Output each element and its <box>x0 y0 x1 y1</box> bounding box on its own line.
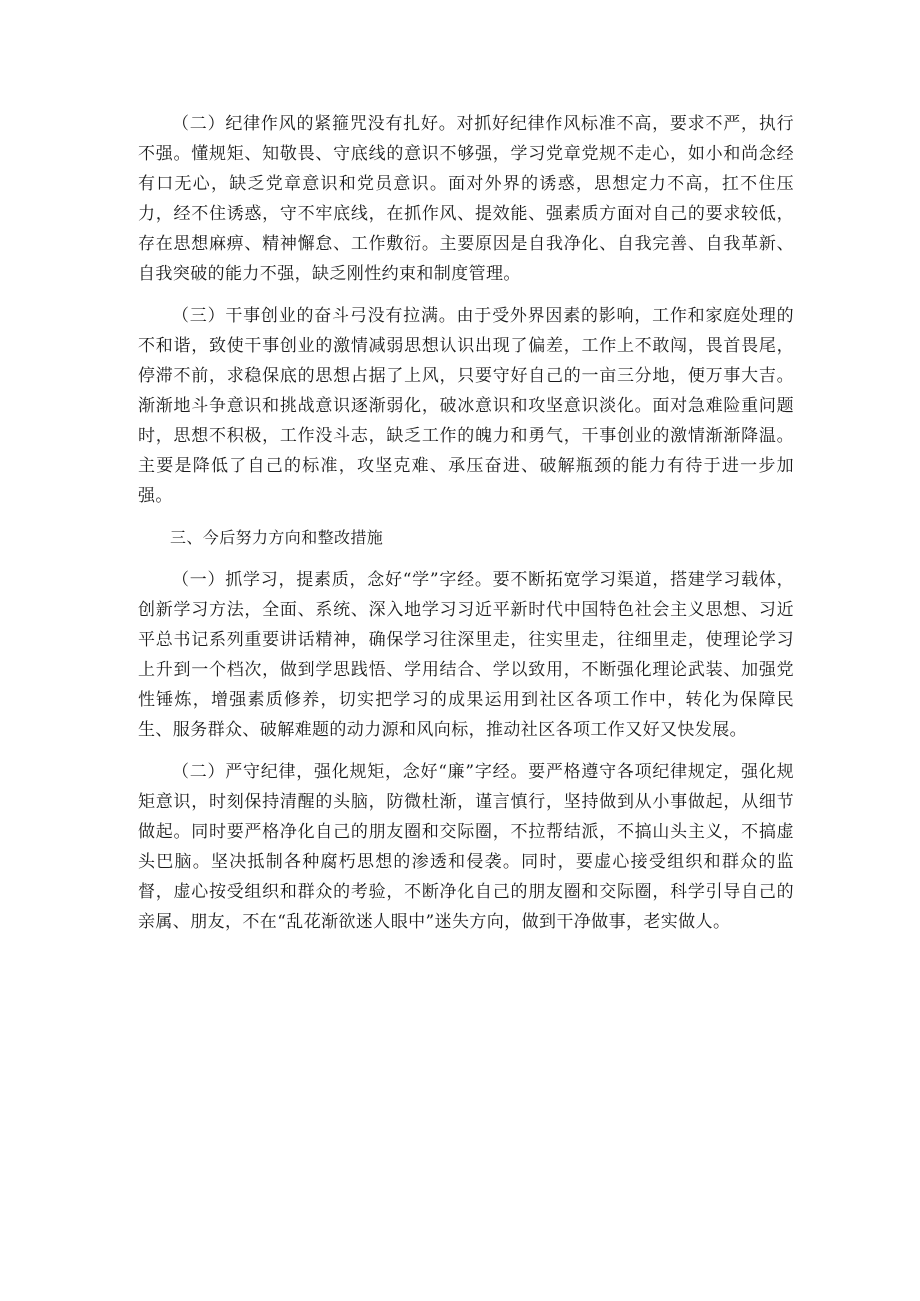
paragraph-discipline-style: （二）纪律作风的紧箍咒没有扎好。对抓好纪律作风标准不高，要求不严，执行不强。懂规矩、知敬畏、守底线的意识不够强，学习党章党规不走心，如小和尚念经有口无心，缺乏党章意识和党员意识。面对外界的诱惑，思想定力不高，扛不住压力，经不住诱惑，守不牢底线，在抓作风、提效能、强素质方面对自己的要求较低，存在思想麻痹、精神懈怠、工作敷衍。主要原因是自我净化、自我完善、自我革新、自我突破的能力不强，缺乏刚性约束和制度管理。 <box>138 114 794 284</box>
document-body <box>138 109 794 949</box>
paragraph-entrepreneurship: （三）干事创业的奋斗弓没有拉满。由于受外界因素的影响，工作和家庭处理的不和谐，致使干事创业的激情减弱思想认识出现了偏差，工作上不敢闯，畏首畏尾，停滞不前，求稳保底的思想占据了上风，只要守好自己的一亩三分地，便万事大吉。渐渐地斗争意识和挑战意识逐渐弱化，破冰意识和攻坚意识淡化。面对急难险重问题时，思想不积极，工作没斗志，缺乏工作的魄力和勇气，干事创业的激情渐渐降温。主要是降低了自己的标准，攻坚克难、承压奋进、破解瓶颈的能力有待于进一步加强。 <box>138 306 794 506</box>
paragraph-discipline-rules: （二）严守纪律，强化规矩，念好“廉”字经。要严格遵守各项纪律规定，强化规矩意识，时刻保持清醒的头脑，防微杜渐，谨言慎行，坚持做到从小事做起，从细节做起。同时要严格净化自己的朋友圈和交际圈，不拉帮结派，不搞山头主义，不搞虚头巴脑。坚决抵制各种腐朽思想的渗透和侵袭。同时，要虚心接受组织和群众的监督，虚心按受组织和群众的考验，不断净化自己的朋友圈和交际圈，科学引导自己的亲属、朋友，不在“乱花渐欲迷人眼中”迷失方向，做到干净做事，老实做人。 <box>138 762 794 932</box>
paragraph-study: （一）抓学习，提素质，念好“学”字经。要不断拓宽学习渠道，搭建学习载体，创新学习方法，全面、系统、深入地学习习近平新时代中国特色社会主义思想、习近平总书记系列重要讲话精神，确保学习往深里走，往实里走，往细里走，使理论学习上升到一个档次，做到学思践悟、学用结合、学以致用，不断强化理论武装、加强党性锤炼，增强素质修养，切实把学习的成果运用到社区各项工作中，转化为保障民生、服务群众、破解难题的动力源和风向标，推动社区各项工作又好又快发展。 <box>138 570 794 740</box>
section-heading-rectification: 三、今后努力方向和整改措施 <box>170 528 384 547</box>
